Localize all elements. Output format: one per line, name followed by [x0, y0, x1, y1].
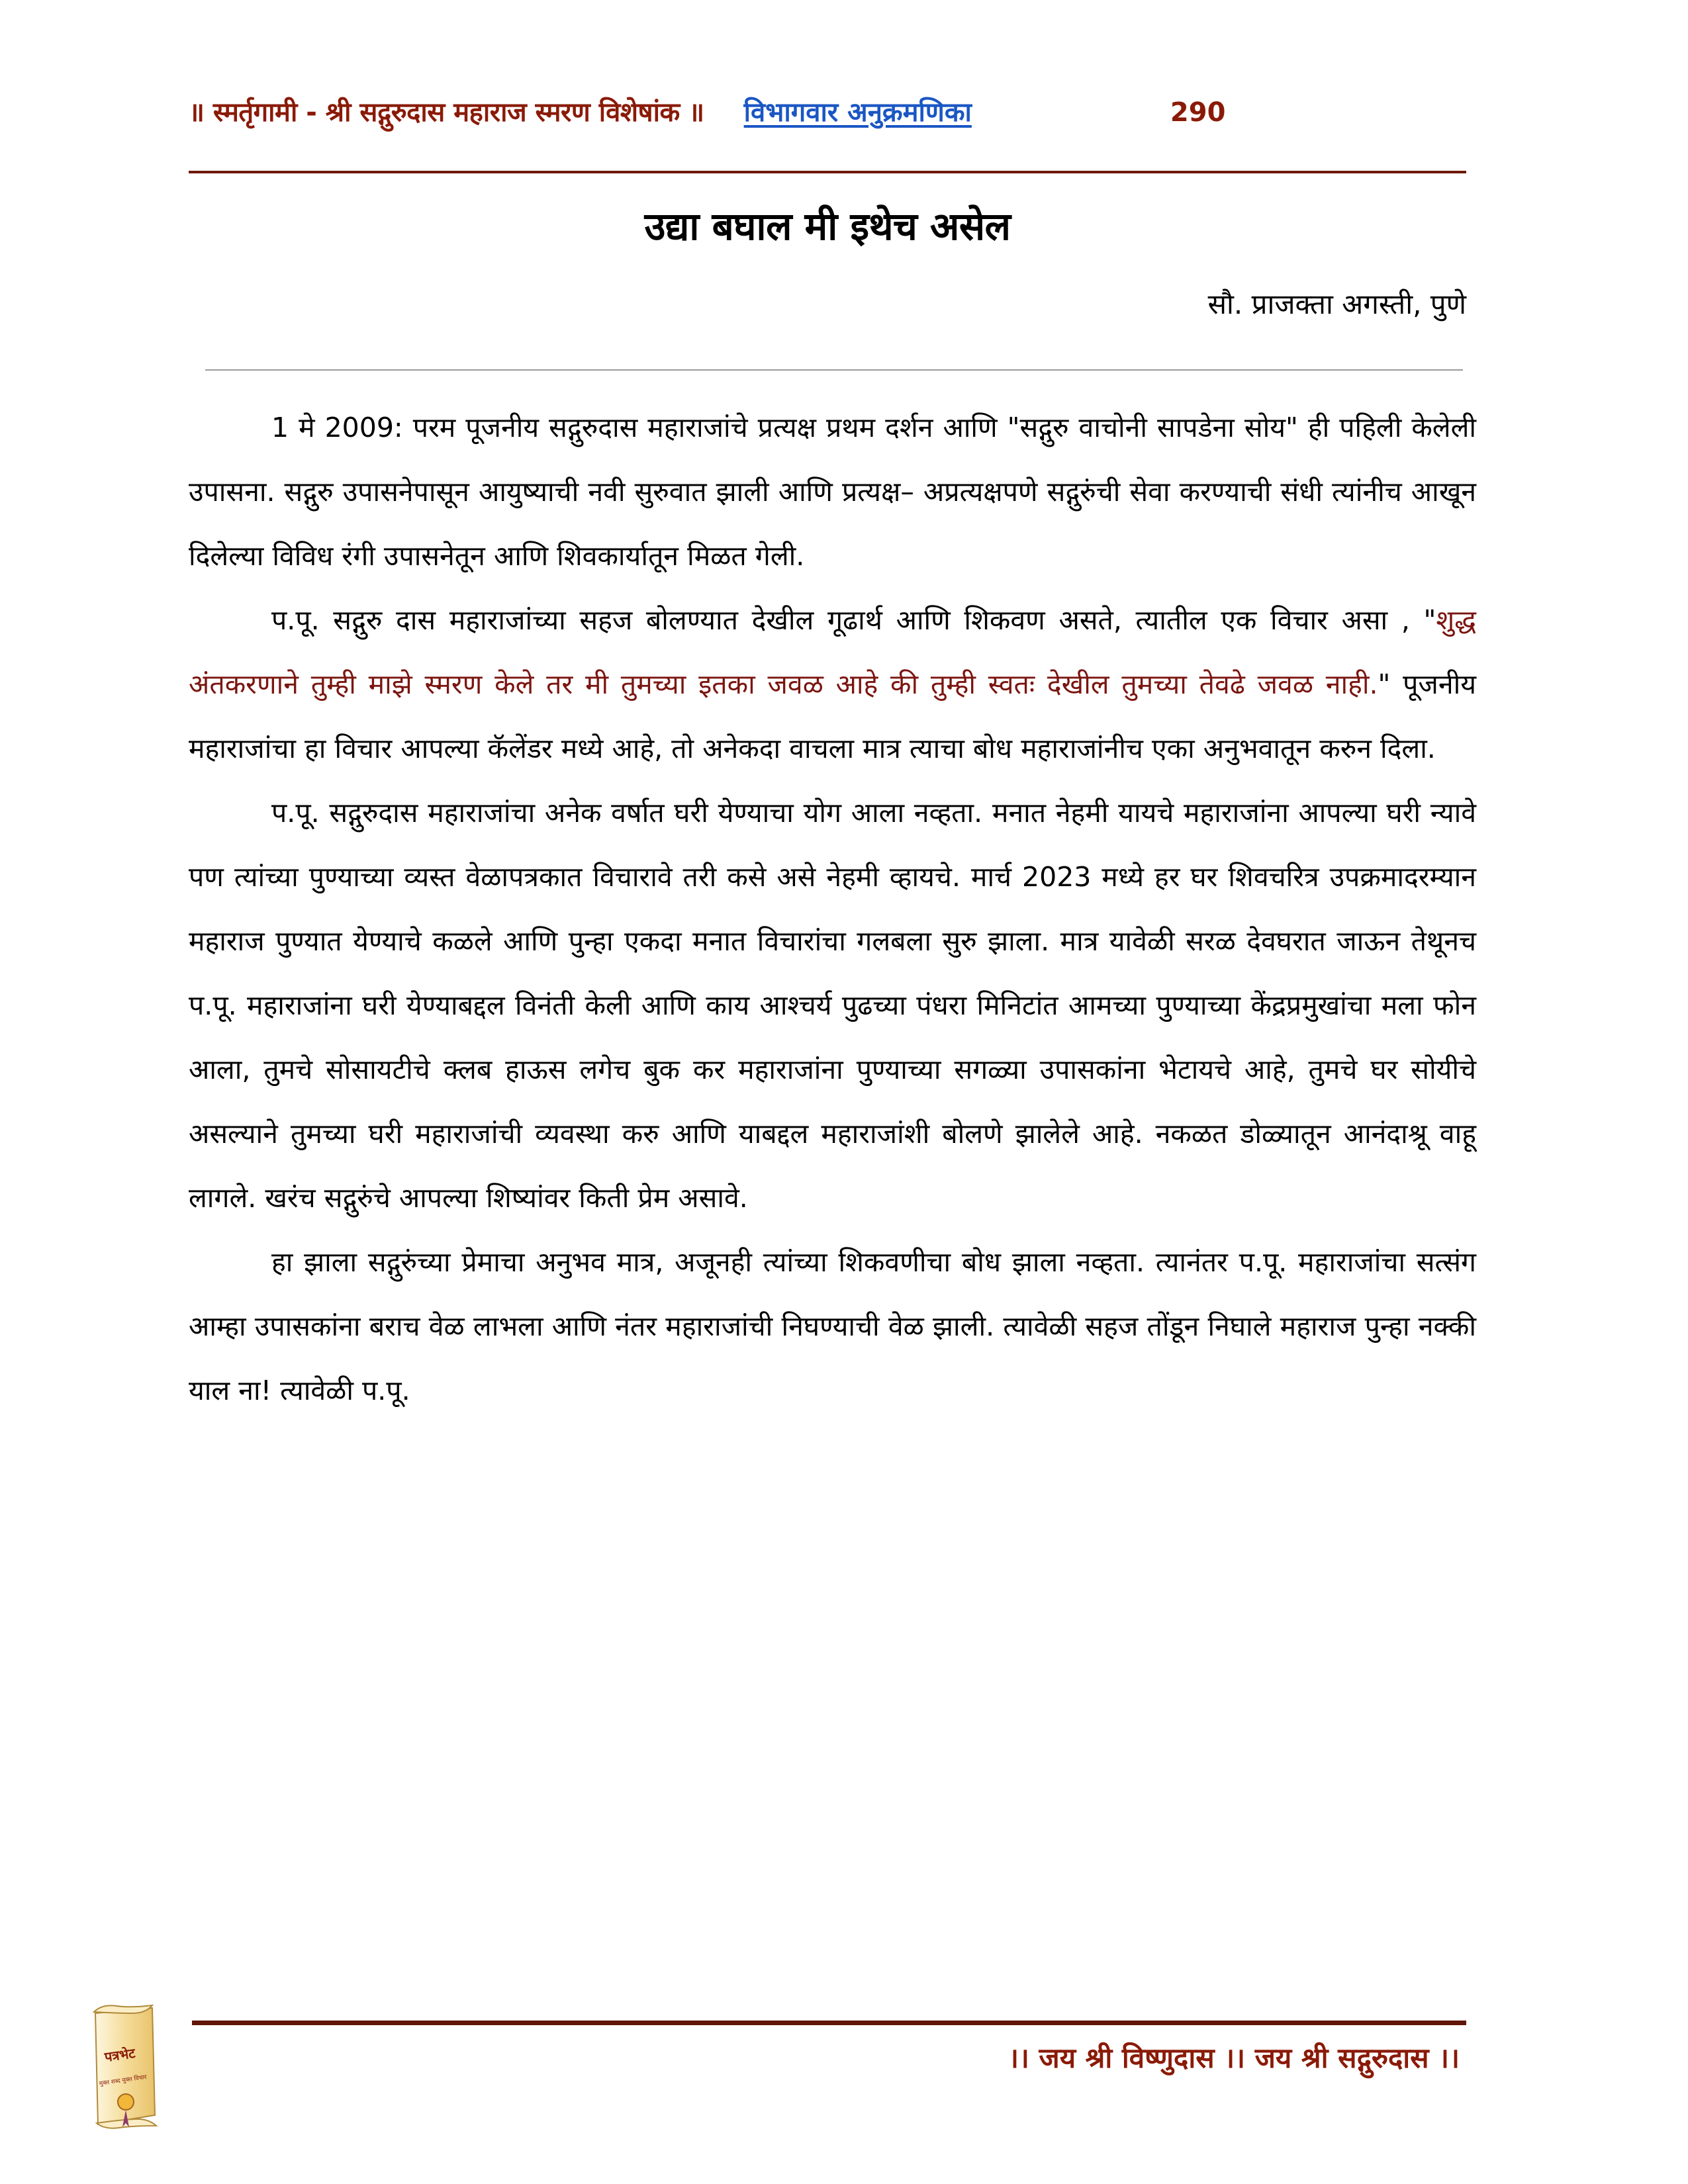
paragraph-2-tail: " पूजनीय महाराजांचा हा विचार आपल्या कॅलेंडर मध्ये आहे, तो अनेकदा वाचला मात्र त्याचा बोध महाराजांनीच एका अनुभवातून करुन दिला. — [189, 668, 1476, 764]
patrabhet-scroll-logo — [86, 1999, 165, 2131]
header-title: ॥ स्मर्तृगामी - श्री सद्गुरुदास महाराज स्मरण विशेषांक ॥ — [189, 97, 704, 128]
paragraph-4: हा झाला सद्गुरुंच्या प्रेमाचा अनुभव मात्र, अजूनही त्यांच्या शिकवणीचा बोध झाला नव्हता. त्यानंतर प.पू. महाराजांचा सत्संग आम्हा उपासकांना बराच वेळ लाभला आणि नंतर महाराजांची निघण्याची वेळ झाली. त्यावेळी सहज तोंडून निघाले महाराज पुन्हा नक्की याल ना! त्यावेळी प.पू. — [189, 1246, 1476, 1406]
paragraph-2-lead: प.पू. सद्गुरु दास महाराजांच्या सहज बोलण्यात देखील गूढार्थ आणि शिकवण असते, त्यातील एक विचार असा , " — [271, 604, 1436, 636]
paragraph-2 — [189, 588, 1476, 781]
paragraph-2-quotation: शुद्ध अंतकरणाने तुम्ही माझे स्मरण केले तर मी तुमच्या इतका जवळ आहे की तुम्ही स्वतः देखील तुमच्या तेवढे जवळ नाही. — [189, 604, 1476, 700]
title-divider — [205, 369, 1463, 371]
article-body — [189, 396, 1476, 1423]
header-divider — [189, 171, 1466, 173]
article-title: उद्या बघाल मी इथेच असेल — [644, 204, 1011, 249]
page-number: 290 — [1170, 97, 1226, 128]
article-author: सौ. प्राजक्ता अगस्ती, पुणे — [1207, 288, 1466, 320]
index-link[interactable]: विभागवार अनुक्रमणिका — [743, 97, 972, 128]
paragraph-1: 1 मे 2009: परम पूजनीय सद्गुरुदास महाराजांचे प्रत्यक्ष प्रथम दर्शन आणि "सद्गुरु वाचोनी सापडेना सोय" ही पहिली केलेली उपासना. सद्गुरु उपासनेपासून आयुष्याची नवी सुरुवात झाली आणि प्रत्यक्ष– अप्रत्यक्षपणे सद्गुरुंची सेवा करण्याची संधी त्यांनीच आखून दिलेल्या विविध रंगी उपासनेतून आणि शिवकार्यातून मिळत गेली. — [189, 412, 1476, 572]
page-header — [189, 93, 1466, 129]
paragraph-3: प.पू. सद्गुरुदास महाराजांचा अनेक वर्षात घरी येण्याचा योग आला नव्हता. मनात नेहमी यायचे महाराजांना आपल्या घरी न्यावे पण त्यांच्या पुण्याच्या व्यस्त वेळापत्रकात विचारावे तरी कसे असे नेहमी व्हायचे. मार्च 2023 मध्ये हर घर शिवचरित्र उपक्रमादरम्यान महाराज पुण्यात येण्याचे कळले आणि पुन्हा एकदा मनात विचारांचा गलबला सुरु झाला. मात्र यावेळी सरळ देवघरात जाऊन तेथूनच प.पू. महाराजांना घरी येण्याबद्दल विनंती केली आणि काय आश्चर्य पुढच्या पंधरा मिनिटांत आमच्या पुण्याच्या केंद्रप्रमुखांचा मला फोन आला, तुमचे सोसायटीचे क्लब हाऊस लगेच बुक कर महाराजांना पुण्याच्या सगळ्या उपासकांना भेटायचे आहे, तुमचे घर सोयीचे असल्याने तुमच्या घरी महाराजांची व्यवस्था करु आणि याबद्दल महाराजांशी बोलणे झालेले आहे. नकळत डोळ्यातून आनंदाश्रू वाहू लागले. खरंच सद्गुरुंचे आपल्या शिष्यांवर किती प्रेम असावे. — [189, 797, 1476, 1214]
footer-mantra: ।। जय श्री विष्णुदास ।। जय श्री सद्गुरुदास ।। — [1008, 2042, 1460, 2074]
footer-divider — [192, 2021, 1466, 2025]
svg-text:मुक्त शब्द मुक्त विचार: मुक्त शब्द मुक्त विचार — [99, 2074, 148, 2087]
svg-text:पत्रभेट: पत्रभेट — [103, 2044, 136, 2066]
